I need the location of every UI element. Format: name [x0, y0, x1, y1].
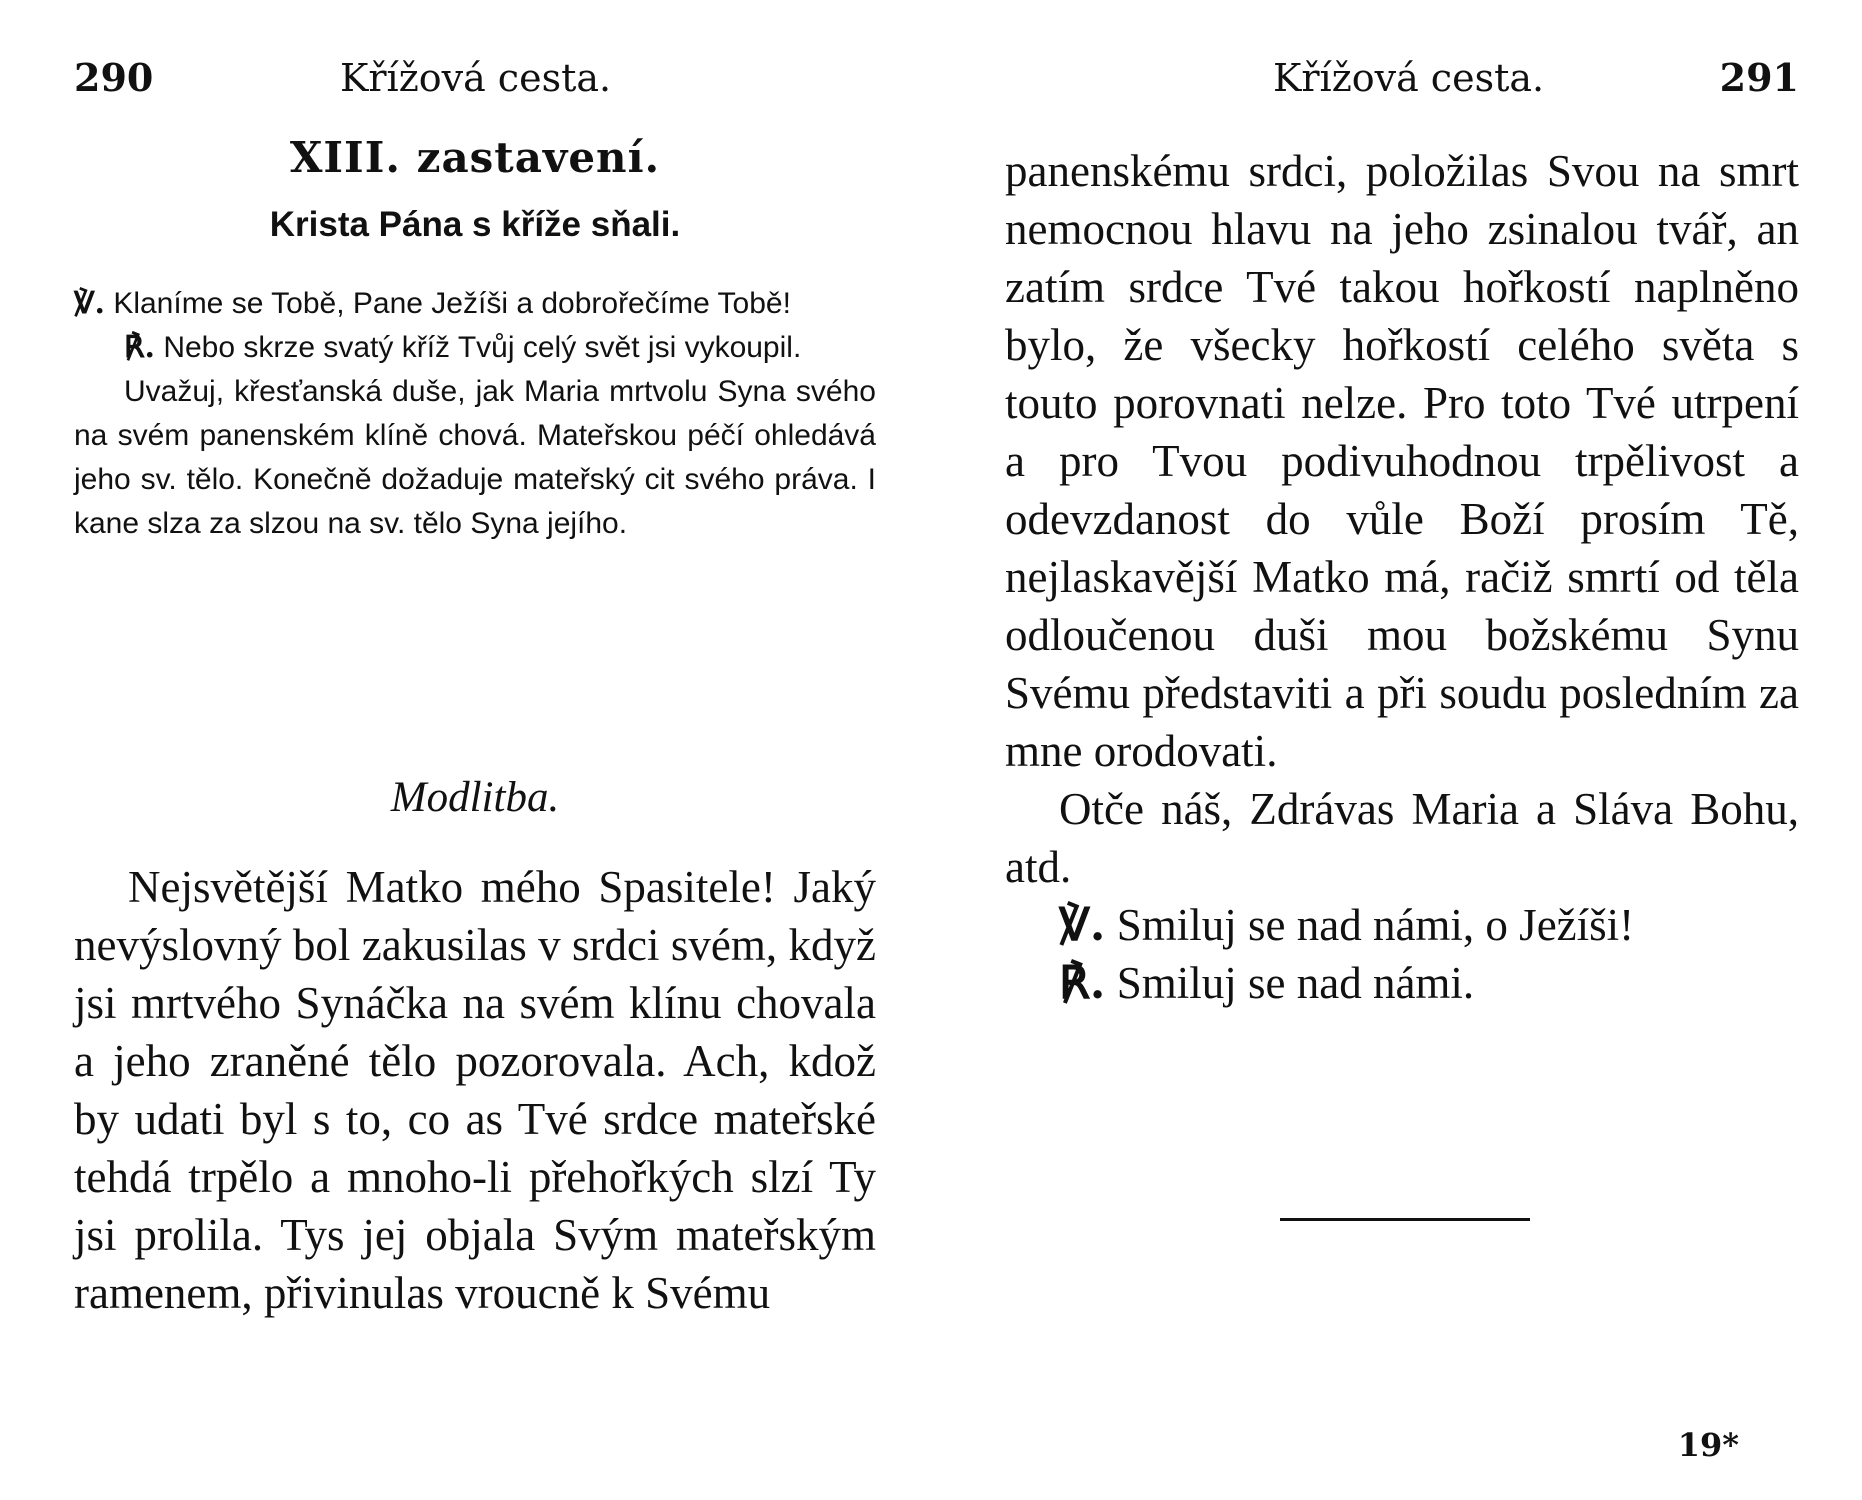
response [74, 326, 876, 370]
response-text: Smiluj se nad námi. [1116, 958, 1475, 1008]
versicle-text: Klaníme se Tobě, Pane Ježíši a dobrořečíme Tobě! [113, 287, 791, 320]
versicle-symbol: ℣. [74, 286, 105, 321]
meditation-text: Uvažuj, křesťanská duše, jak Maria mrtvolu Syna svého na svém panenském klíně chová. Mateřskou péčí ohledává jeho sv. tělo. Konečně dožaduje mateřský cit svého práva. I kane slza za slzou na sv. tělo Syna jejího. [74, 375, 876, 540]
response-text: Nebo skrze svatý kříž Tvůj celý svět jsi vykoupil. [163, 331, 802, 364]
closing-versicle [1005, 896, 1799, 954]
prayer-text: Nejsvětější Matko mého Spasitele! Jaký nevýslovný bol zakusilas v srdci svém, když jsi mrtvého Synáčka na svém klínu chovala a jeho zraněné tělo pozorovala. Ach, kdož by udati byl s to, co as Tvé srdce mateřské tehdá trpělo a mnoho-li přehořkých slzí Ty jsi prolila. Tys jej objala Svým mateřským ramenem, přivinulas vroucně k Svému [74, 862, 876, 1318]
left-running-head [74, 48, 876, 108]
station-subtitle: Krista Pána s kříže sňali. [269, 205, 681, 244]
right-running-head [1005, 48, 1799, 108]
response-symbol: ℟. [1059, 956, 1106, 1009]
running-title: Křížová cesta. [340, 56, 612, 100]
section-divider-rule [1280, 1218, 1530, 1221]
prayer-body [74, 858, 876, 1322]
page-number: 290 [74, 55, 154, 100]
running-title: Křížová cesta. [1273, 56, 1545, 100]
response-symbol: ℟. [124, 330, 155, 365]
right-page [1005, 0, 1799, 1500]
versicle-text: Smiluj se nad námi, o Ježíši! [1116, 900, 1635, 950]
liturgical-block [74, 282, 876, 546]
closing-prayers: Otče náš, Zdrávas Maria a Sláva Bohu, atd. [1005, 784, 1799, 892]
closing-response [1005, 954, 1799, 1012]
page-number: 291 [1719, 55, 1799, 100]
left-page [74, 0, 876, 1500]
versicle [74, 282, 876, 326]
prayer-heading: Modlitba. [390, 774, 560, 821]
station-title: XIII. zastavení. [289, 133, 661, 182]
prayer-continuation-block [1005, 142, 1799, 1012]
prayer-continuation: panenskému srdci, položilas Svou na smrt nemocnou hlavu na jeho zsinalou tvář, an zatím srdce Tvé takou hořkostí naplněno bylo, že všecky hořkostí celého světa s touto porovnati nelze. Pro toto Tvé utrpení a pro Tvou podivuhodnou trpělivost a odevzdanost do vůle Boží prosím Tě, nejlaskavější Matko má, račiž smrtí od těla odloučenou duši mou božskému Synu Svému představiti a při soudu posledním za mne orodovati. [1005, 146, 1799, 776]
versicle-symbol: ℣. [1059, 898, 1106, 951]
signature-mark: 19* [1677, 1426, 1739, 1464]
